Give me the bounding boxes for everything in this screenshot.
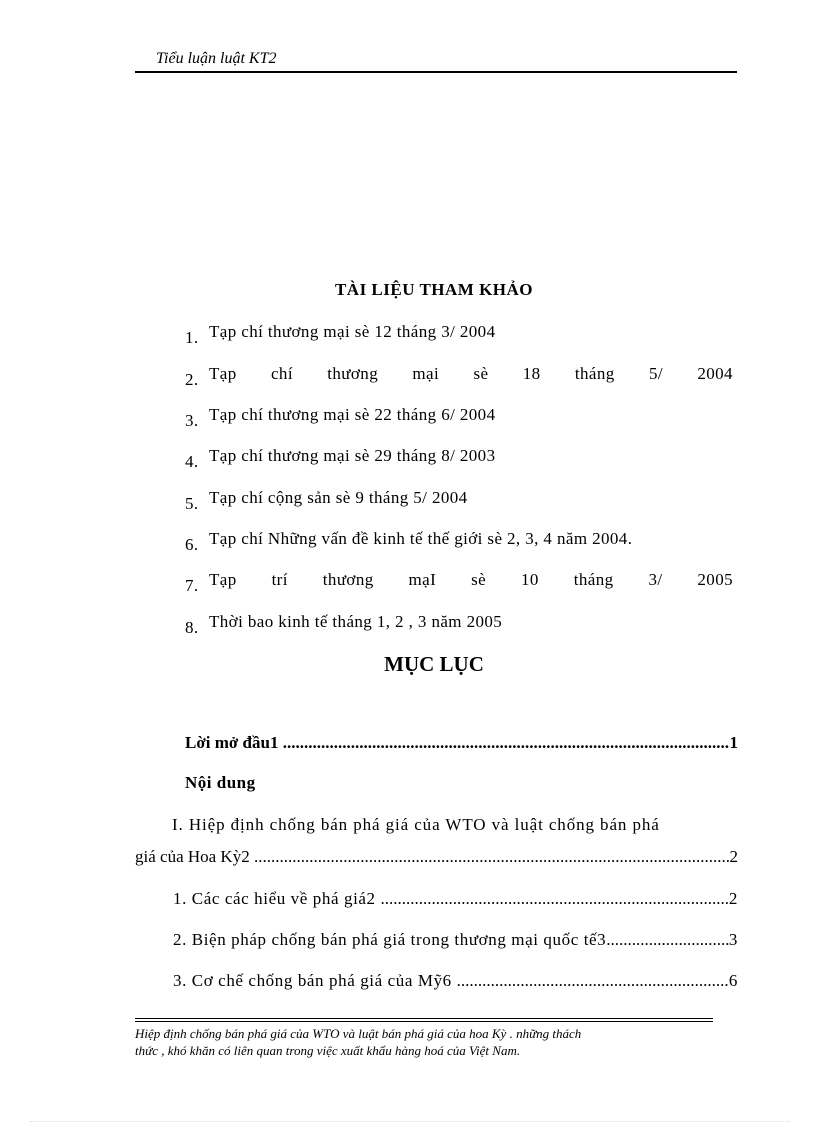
- toc-entry-label: Lời mở đầu1: [185, 733, 279, 752]
- reference-word: 2004: [697, 364, 733, 383]
- reference-word: sè: [473, 364, 489, 383]
- toc-leader: [283, 733, 730, 753]
- reference-word: 3/: [648, 570, 663, 589]
- reference-word: 10: [521, 570, 539, 589]
- reference-word: 5/: [649, 364, 664, 383]
- toc-leader: [606, 930, 729, 950]
- footer-rule: [135, 1018, 713, 1019]
- page-edge: [30, 1121, 790, 1122]
- reference-word: Tạp chí thương mại sè 22 tháng 6/ 2004: [209, 405, 496, 424]
- reference-word: mạI: [408, 570, 437, 589]
- reference-number: 6.: [185, 535, 199, 554]
- toc-title: MỤC LỤC: [384, 652, 484, 676]
- toc-page-number: 2: [728, 889, 738, 908]
- reference-text: [209, 612, 733, 632]
- toc-entry-label: 2. Biện pháp chống bán phá giá trong thương mại quốc tế3: [173, 930, 607, 949]
- toc-page-number: 3: [728, 930, 738, 949]
- reference-text: [209, 322, 733, 342]
- header-rule: [135, 71, 737, 73]
- header-title: Tiểu luận luật KT2: [156, 50, 277, 67]
- references-title: TÀI LIỆU THAM KHẢO: [334, 280, 534, 299]
- footer-line: thức , khó khăn có liên quan trong việc xuất khẩu hàng hoá của Việt Nam.: [135, 1043, 521, 1058]
- toc-entry-label: 3. Cơ chế chống bán phá giá của Mỹ6: [173, 971, 452, 990]
- toc-leader: [254, 847, 730, 867]
- toc-subsection-3[interactable]: [173, 971, 738, 991]
- reference-word: sè: [471, 570, 487, 589]
- toc-content-heading: [185, 773, 738, 793]
- toc-page-number: 2: [729, 847, 738, 866]
- reference-number: 7.: [185, 576, 199, 595]
- reference-text: [209, 405, 733, 425]
- reference-word: tháng: [573, 570, 614, 589]
- reference-word: trí: [271, 570, 288, 589]
- reference-word: Tạp chí Những vấn đề kinh tế thế giới sè 2, 3, 4 năm 2004.: [209, 529, 633, 548]
- reference-number: 1.: [185, 328, 199, 347]
- footer-text: [135, 1025, 725, 1059]
- toc-leader: [381, 889, 729, 909]
- footer-rule: [135, 1021, 713, 1022]
- toc-section-1-text-cont: giá của Hoa Kỳ2: [135, 847, 250, 866]
- reference-word: Tạp chí thương mại sè 12 tháng 3/ 2004: [209, 322, 496, 341]
- toc-section-1-line1[interactable]: [172, 815, 733, 835]
- reference-text: [209, 488, 733, 508]
- toc-entry-intro[interactable]: [185, 733, 738, 753]
- toc-subsection-2[interactable]: [173, 930, 738, 950]
- reference-number: 2.: [185, 370, 199, 389]
- toc-section-1-text: I. Hiệp định chống bán phá giá của WTO và luật chống bán phá: [172, 815, 660, 834]
- reference-text: [209, 529, 733, 549]
- reference-word: Tạp: [209, 570, 237, 589]
- reference-number: 4.: [185, 452, 199, 471]
- toc-page-number: 6: [728, 971, 738, 990]
- reference-word: Thời bao kinh tế tháng 1, 2 , 3 năm 2005: [209, 612, 503, 631]
- reference-word: chí: [270, 364, 293, 383]
- toc-section-1-line2[interactable]: [135, 847, 738, 867]
- footer-line: Hiệp định chống bán phá giá của WTO và luật bán phá giá của hoa Kỳ . những thách: [135, 1026, 582, 1041]
- reference-word: 18: [522, 364, 541, 383]
- reference-text: [209, 364, 733, 384]
- reference-number: 8.: [185, 618, 199, 637]
- reference-text: [209, 570, 733, 590]
- reference-word: Tạp: [209, 364, 237, 383]
- reference-word: thương: [322, 570, 374, 589]
- reference-word: thương: [327, 364, 379, 383]
- toc-leader: [457, 971, 729, 991]
- reference-word: mại: [412, 364, 440, 383]
- reference-word: Tạp chí cộng sản sè 9 tháng 5/ 2004: [209, 488, 468, 507]
- reference-word: 2005: [697, 570, 733, 589]
- reference-number: 5.: [185, 494, 199, 513]
- reference-word: tháng: [574, 364, 615, 383]
- reference-number: 3.: [185, 411, 199, 430]
- toc-entry-label: 1. Các các hiểu về phá giá2: [173, 889, 376, 908]
- toc-subsection-1[interactable]: [173, 889, 738, 909]
- reference-text: [209, 446, 733, 466]
- toc-content-heading-text: Nội dung: [185, 773, 256, 792]
- reference-word: Tạp chí thương mại sè 29 tháng 8/ 2003: [209, 446, 496, 465]
- toc-page-number: 1: [729, 733, 738, 752]
